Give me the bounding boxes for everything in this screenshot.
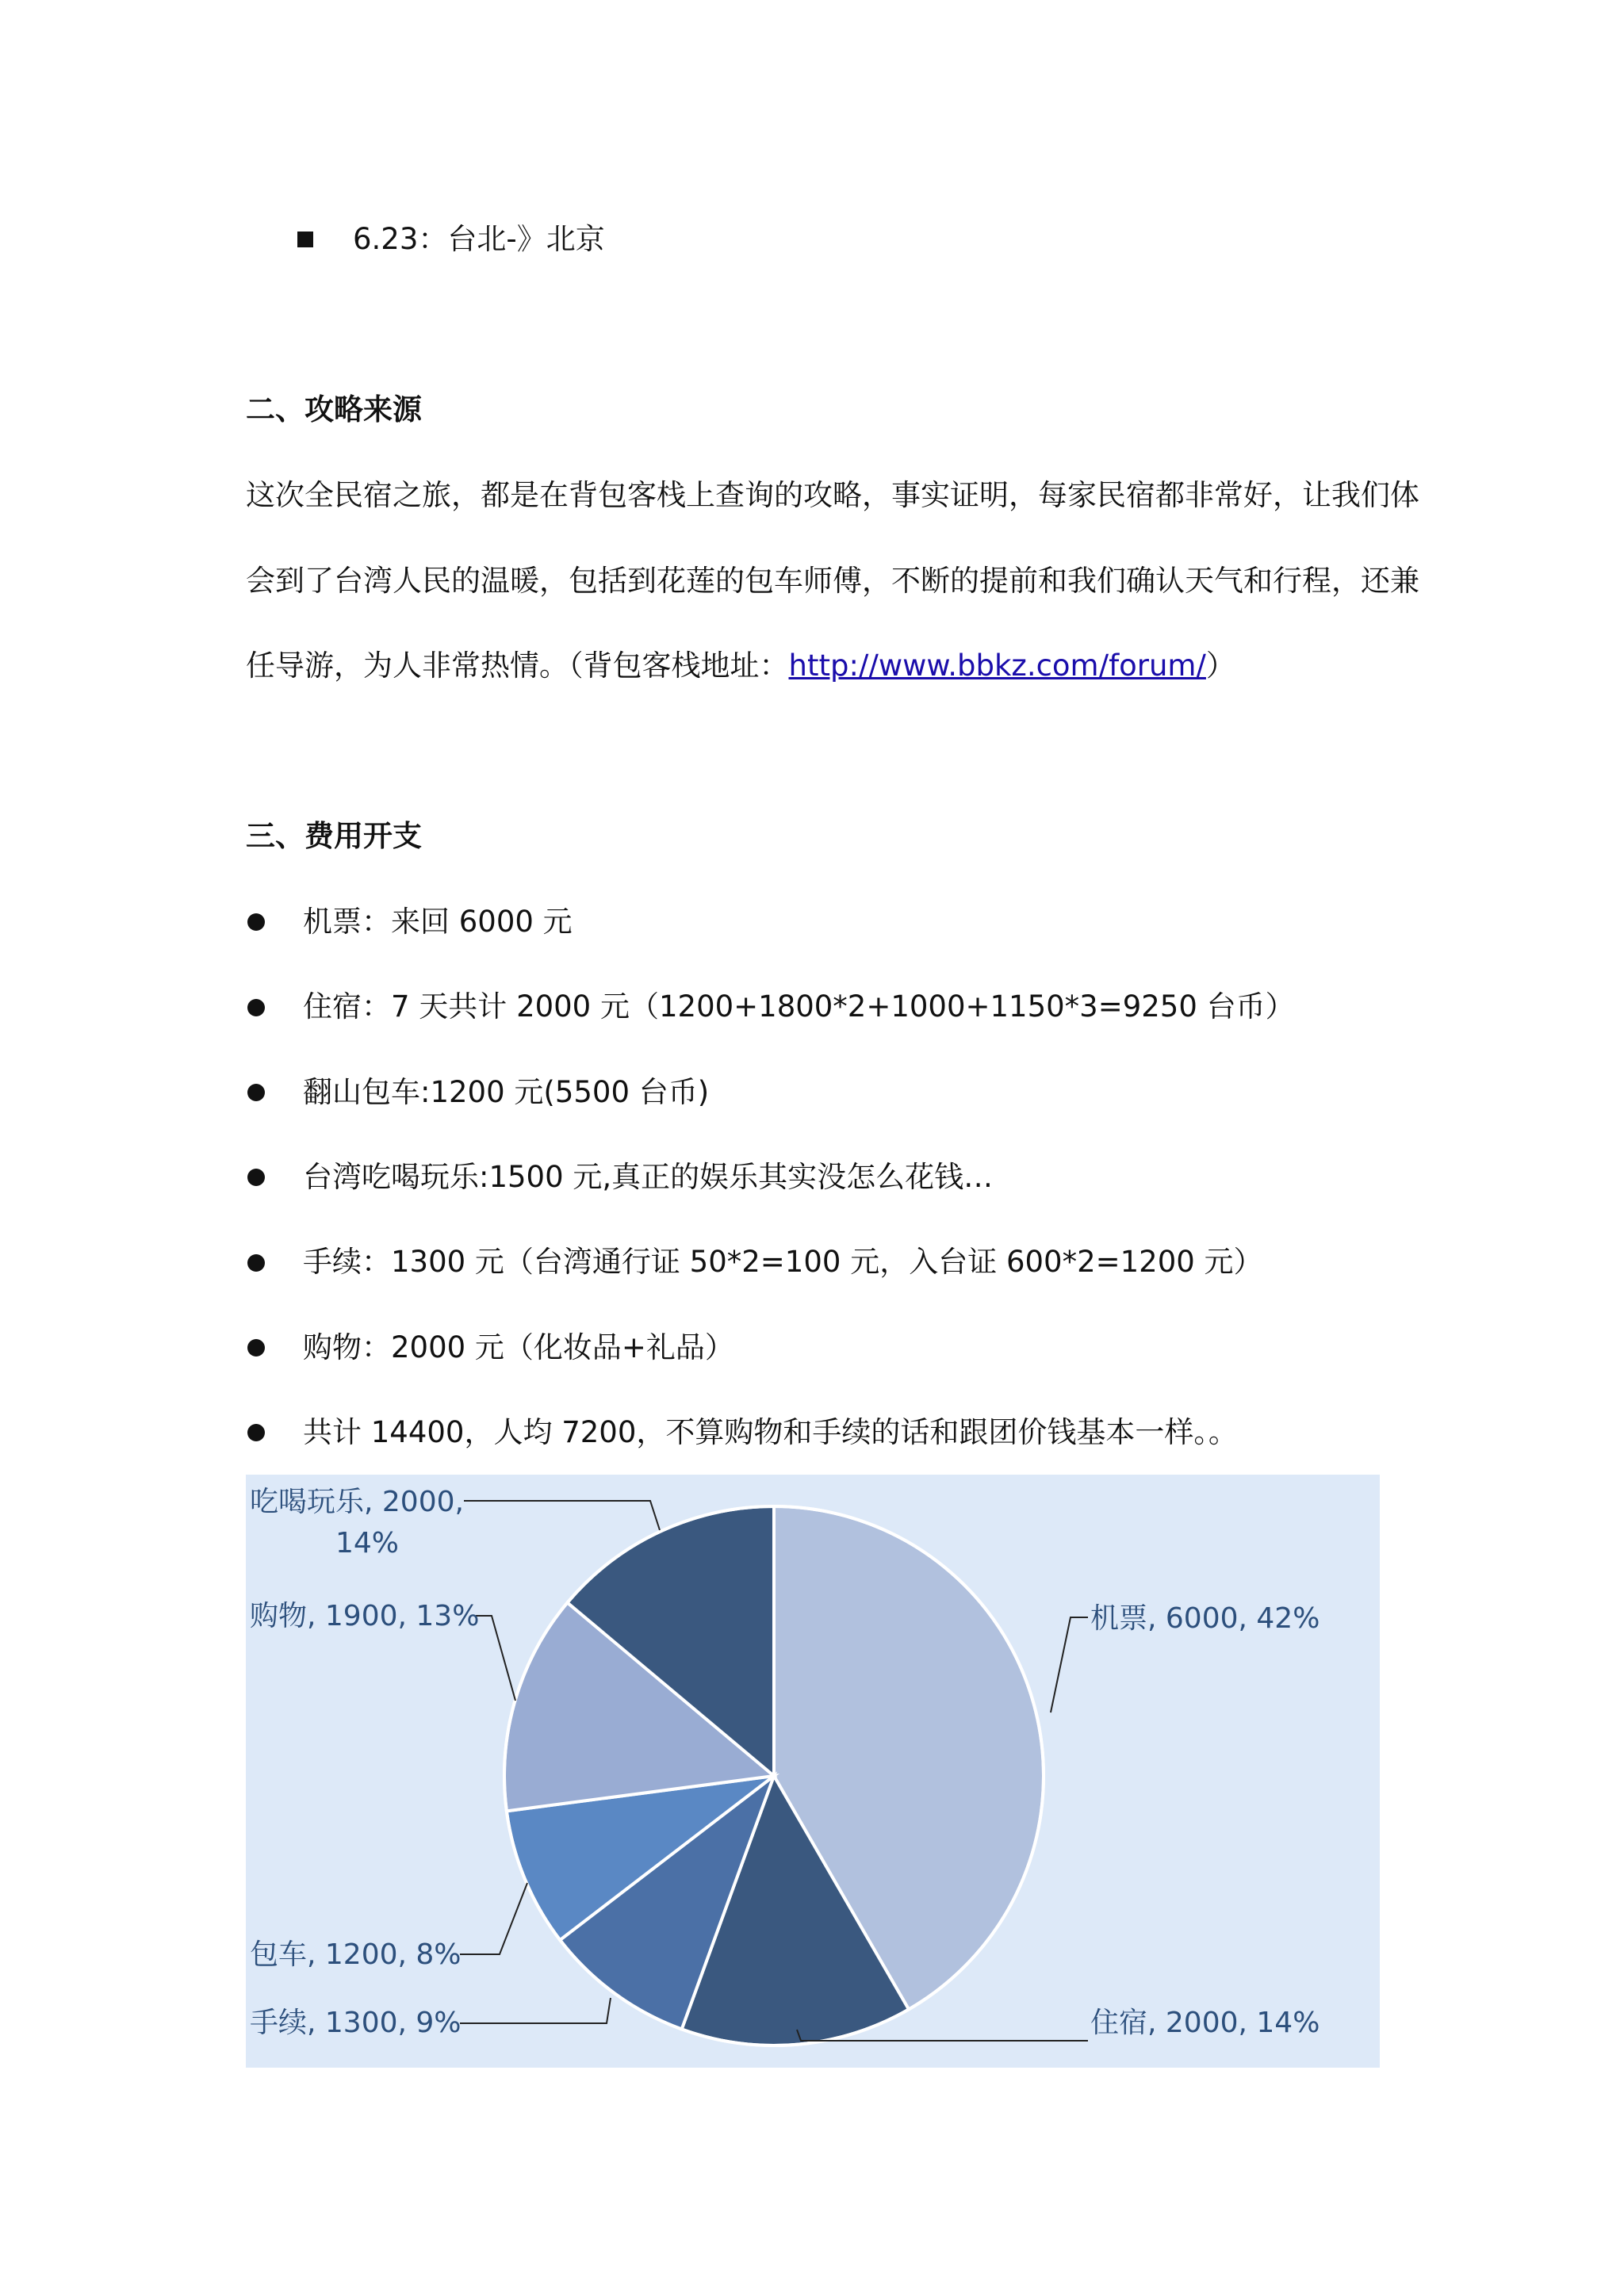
- section-heading-sources: 二、攻略来源: [246, 392, 422, 427]
- forum-link[interactable]: http://www.bbkz.com/forum/: [788, 649, 1206, 683]
- round-bullet-icon: [247, 913, 265, 931]
- paragraph-line-3-prefix: 任导游，为人非常热情。（背包客栈地址：: [246, 649, 789, 683]
- slice-label-6: 吃喝玩乐, 2000,: [250, 1486, 464, 1518]
- round-bullet-icon: [247, 1339, 265, 1357]
- paragraph-line-3-suffix: ）: [1205, 649, 1235, 683]
- leader-line-5: [476, 1616, 515, 1701]
- expense-item-entertainment: 台湾吃喝玩乐:1500 元,真正的娱乐其实没怎么花钱…: [303, 1160, 994, 1194]
- slice-label-2: 住宿, 2000, 14%: [1090, 2007, 1320, 2039]
- expense-item-car: 翻山包车:1200 元(5500 台币): [303, 1075, 710, 1109]
- expense-item-total: 共计 14400，人均 7200，不算购物和手续的话和跟团价钱基本一样。。: [303, 1415, 1238, 1449]
- slice-label-4: 包车, 1200, 8%: [250, 1938, 462, 1971]
- section-heading-expenses: 三、费用开支: [246, 819, 422, 853]
- round-bullet-icon: [247, 1254, 265, 1272]
- pie-chart-svg: [246, 1475, 1380, 2068]
- round-bullet-icon: [247, 1169, 265, 1186]
- leader-line-4: [460, 1883, 527, 1954]
- round-bullet-icon: [247, 1424, 265, 1441]
- leader-line-6: [464, 1501, 660, 1530]
- paragraph-line-3: [246, 646, 1235, 686]
- paragraph-line-1: 这次全民宿之旅，都是在背包客栈上查询的攻略，事实证明，每家民宿都非常好，让我们体: [246, 478, 1419, 512]
- expense-pie-chart: [246, 1475, 1380, 2068]
- round-bullet-icon: [247, 1084, 265, 1101]
- paragraph-line-2: 会到了台湾人民的温暖，包括到花莲的包车师傅，不断的提前和我们确认天气和行程，还兼: [246, 564, 1419, 598]
- leader-line-1: [1051, 1617, 1088, 1712]
- expense-item-procedures: 手续：1300 元（台湾通行证 50*2=100 元，入台证 600*2=1200 元）: [303, 1245, 1263, 1279]
- expense-item-shopping: 购物：2000 元（化妆品+礼品）: [303, 1330, 734, 1364]
- slice-label-6-line-2: 14%: [335, 1527, 400, 1559]
- round-bullet-icon: [247, 999, 265, 1016]
- expense-item-flight: 机票：来回 6000 元: [303, 905, 573, 939]
- expense-item-lodging: 住宿：7 天共计 2000 元（1200+1800*2+1000+1150*3=9250 台币）: [303, 989, 1295, 1024]
- slice-label-3: 手续, 1300, 9%: [250, 2007, 462, 2039]
- slice-label-1: 机票, 6000, 42%: [1090, 1602, 1320, 1635]
- square-bullet-icon: [297, 232, 313, 247]
- schedule-item: 6.23：台北-》北京: [353, 222, 605, 256]
- slice-label-5: 购物, 1900, 13%: [250, 1600, 480, 1632]
- leader-line-3: [460, 1998, 611, 2023]
